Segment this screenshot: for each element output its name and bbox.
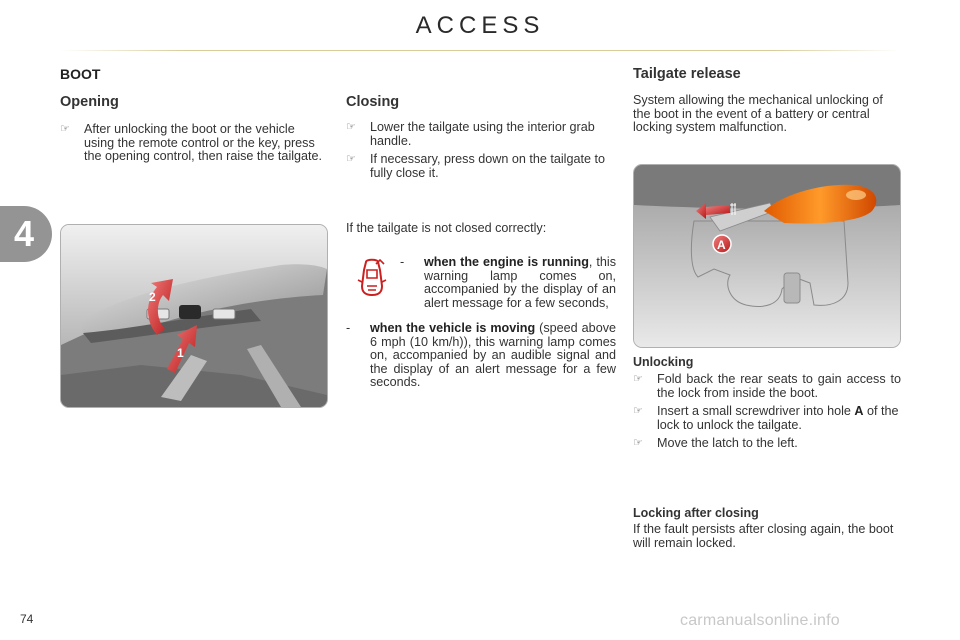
unlocking-step-text: Fold back the rear seats to gain access to the lock from inside the boot. <box>657 372 901 400</box>
tailgate-lock-illustration <box>633 164 901 348</box>
dash: - <box>400 255 405 269</box>
unlocking-step-text-pre: Insert a small screwdriver into hole <box>657 404 855 419</box>
tailgate-release-intro: System allowing the mechanical unlocking of the boot in the event of a battery or central locking system malfunction. <box>633 93 883 135</box>
heading-tailgate-release: Tailgate release <box>633 66 741 82</box>
list-item <box>346 121 616 148</box>
engine-running-label: when the engine is running <box>424 255 589 269</box>
unlocking-steps <box>633 373 901 456</box>
unlocking-step-text-post: of the lock to unlock the tailgate. <box>657 404 899 432</box>
figure-label-1: 1 <box>177 346 184 360</box>
closing-steps <box>346 121 616 185</box>
closing-step-text: If necessary, press down on the tailgate to fully close it. <box>370 152 605 180</box>
list-item <box>60 123 328 164</box>
engine-running-text: , this warning lamp comes on, accompanied by the display of an alert message for a few seconds, <box>424 255 616 310</box>
unlocking-step-text: Move the latch to the left. <box>657 436 798 451</box>
vehicle-moving-label: when the vehicle is moving <box>370 321 536 335</box>
section-title-boot: BOOT <box>60 66 101 82</box>
page-number: 74 <box>20 612 34 626</box>
heading-closing: Closing <box>346 94 400 110</box>
figure-label-2: 2 <box>149 290 156 304</box>
pointer-bullet-icon: ☞ <box>346 121 356 133</box>
heading-locking-after-closing: Locking after closing <box>633 506 759 520</box>
header-divider <box>60 50 900 51</box>
vehicle-moving-note <box>346 322 616 390</box>
not-closed-intro: If the tailgate is not closed correctly: <box>346 221 547 235</box>
opening-step-text: After unlocking the boot or the vehicle using the remote control or the key, press the opening control, then raise the tailgate. <box>84 122 323 164</box>
tailgate-opening-illustration <box>60 224 328 408</box>
figure-label-a: A <box>717 238 726 252</box>
chapter-tab[interactable]: 4 <box>0 206 52 262</box>
tailgate-lock-drawing <box>634 165 900 347</box>
pointer-bullet-icon: ☞ <box>633 373 643 385</box>
list-item <box>633 405 901 432</box>
list-item <box>633 373 901 400</box>
pointer-bullet-icon: ☞ <box>633 437 643 450</box>
tailgate-opening-drawing <box>61 225 327 407</box>
dash: - <box>346 321 351 335</box>
engine-running-note <box>400 256 616 310</box>
list-item <box>633 437 901 451</box>
page-title: ACCESS <box>415 12 545 39</box>
heading-unlocking: Unlocking <box>633 355 694 369</box>
closing-step-text: Lower the tailgate using the interior grab handle. <box>370 120 595 148</box>
tailgate-open-warning-lamp-icon <box>356 256 388 300</box>
pointer-bullet-icon: ☞ <box>60 123 70 135</box>
pointer-bullet-icon: ☞ <box>633 405 643 418</box>
locking-after-closing-text: If the fault persists after closing again, the boot will remain locked. <box>633 522 894 550</box>
vehicle-moving-text: (speed above 6 mph (10 km/h)), this warning lamp comes on, accompanied by an audible signal and the display of an alert message for a few seconds. <box>370 321 616 390</box>
opening-steps <box>60 123 328 169</box>
watermark: carmanualsonline.info <box>680 612 840 629</box>
heading-opening: Opening <box>60 94 119 110</box>
pointer-bullet-icon: ☞ <box>346 153 356 166</box>
hole-a-label: A <box>854 404 864 419</box>
list-item <box>346 153 616 180</box>
